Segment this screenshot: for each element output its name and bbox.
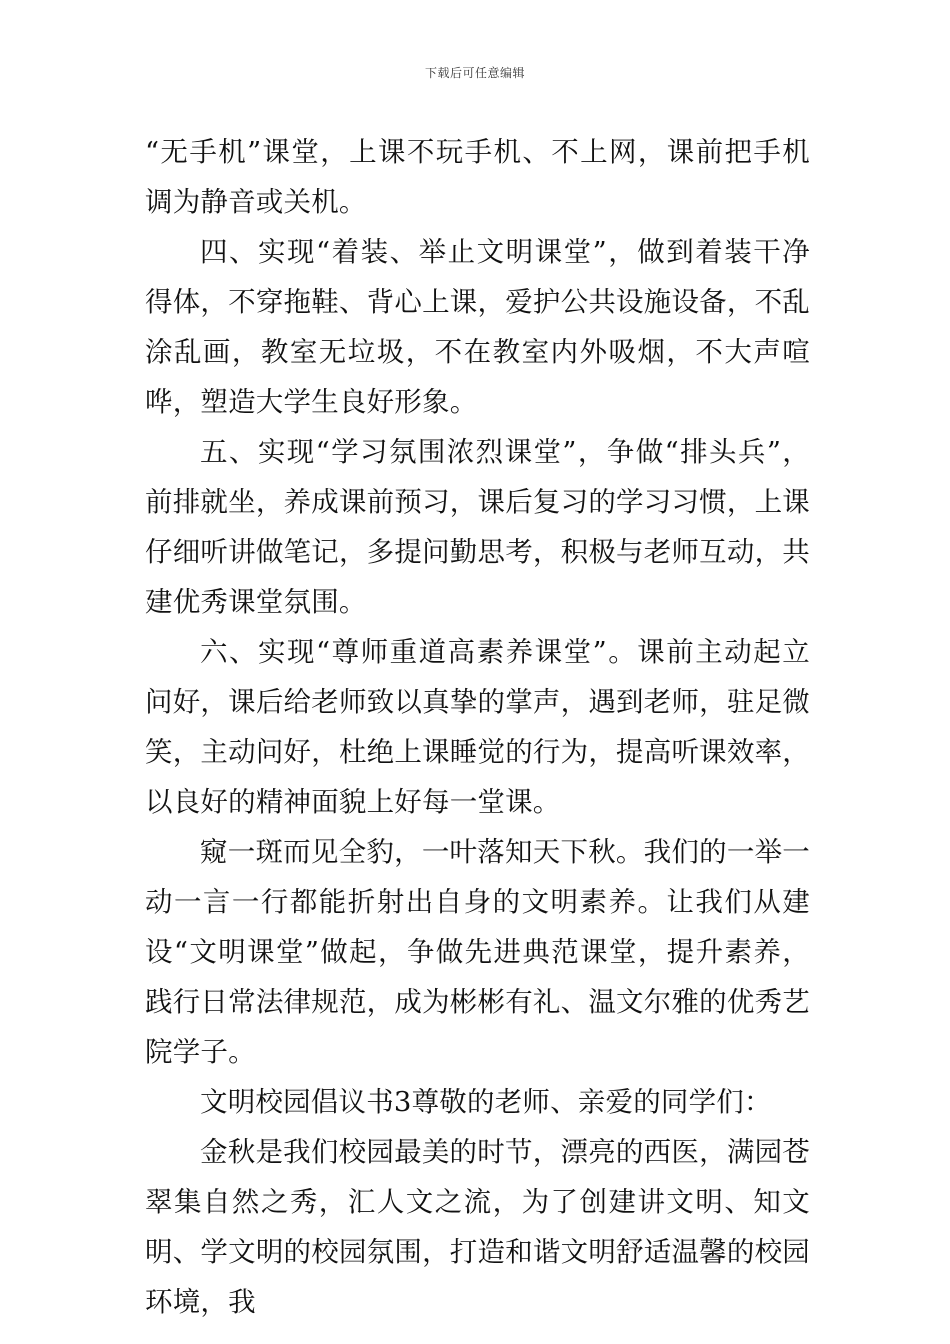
paragraph: 五、实现“学习氛围浓烈课堂”，争做“排头兵”，前排就坐，养成课前预习，课后复习的学习习惯，上课仔细听讲做笔记，多提问勤思考，积极与老师互动，共建优秀课堂氛围。: [145, 436, 810, 618]
paragraph: 窥一斑而见全豹，一叶落知天下秋。我们的一举一动一言一行都能折射出自身的文明素养。让我们从建设“文明课堂”做起，争做先进典范课堂，提升素养，践行日常法律规范，成为彬彬有礼、温文尔雅的优秀艺院学子。: [145, 836, 810, 1068]
paragraph: 四、实现“着装、举止文明课堂”，做到着装干净得体，不穿拖鞋、背心上课，爱护公共设施设备，不乱涂乱画，教室无垃圾，不在教室内外吸烟，不大声喧哗，塑造大学生良好形象。: [145, 236, 810, 418]
paragraph: 金秋是我们校园最美的时节，漂亮的西医，满园苍翠集自然之秀，汇人文之流，为了创建讲文明、知文明、学文明的校园氛围，打造和谐文明舒适温馨的校园环境，我: [145, 1136, 810, 1318]
paragraph: 六、实现“尊师重道高素养课堂”。课前主动起立问好，课后给老师致以真挚的掌声，遇到老师，驻足微笑，主动问好，杜绝上课睡觉的行为，提高听课效率，以良好的精神面貌上好每一堂课。: [145, 636, 810, 818]
page-header: 下载后可任意编辑: [424, 66, 525, 80]
paragraph: “无手机”课堂，上课不玩手机、不上网，课前把手机调为静音或关机。: [145, 136, 810, 218]
document-body: [145, 127, 810, 1327]
paragraph: 文明校园倡议书3尊敬的老师、亲爱的同学们：: [200, 1086, 772, 1118]
